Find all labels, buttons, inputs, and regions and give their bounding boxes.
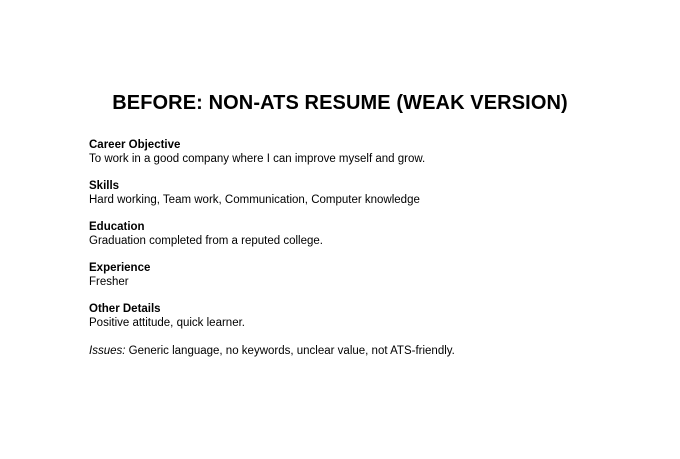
resume-sections	[89, 138, 649, 343]
section-heading: Skills	[89, 180, 120, 192]
section-heading: Other Details	[89, 303, 161, 315]
issues-text: Generic language, no keywords, unclear value, not ATS-friendly.	[125, 345, 455, 357]
section-career-objective	[89, 138, 649, 166]
section-body: Fresher	[89, 276, 129, 288]
section-body: Graduation completed from a reputed college.	[89, 235, 323, 247]
section-heading: Education	[89, 221, 145, 233]
section-heading: Experience	[89, 262, 151, 274]
section-body: Positive attitude, quick learner.	[89, 317, 245, 329]
section-skills	[89, 179, 649, 207]
section-education	[89, 220, 649, 248]
section-body: To work in a good company where I can improve myself and grow.	[89, 153, 426, 165]
issues-note	[89, 344, 455, 358]
section-experience	[89, 261, 649, 289]
issues-label: Issues:	[89, 345, 126, 357]
page-title: BEFORE: NON-ATS RESUME (WEAK VERSION)	[112, 92, 568, 114]
section-heading: Career Objective	[89, 139, 181, 151]
section-body: Hard working, Team work, Communication, Computer knowledge	[89, 194, 420, 206]
section-other-details	[89, 302, 649, 330]
